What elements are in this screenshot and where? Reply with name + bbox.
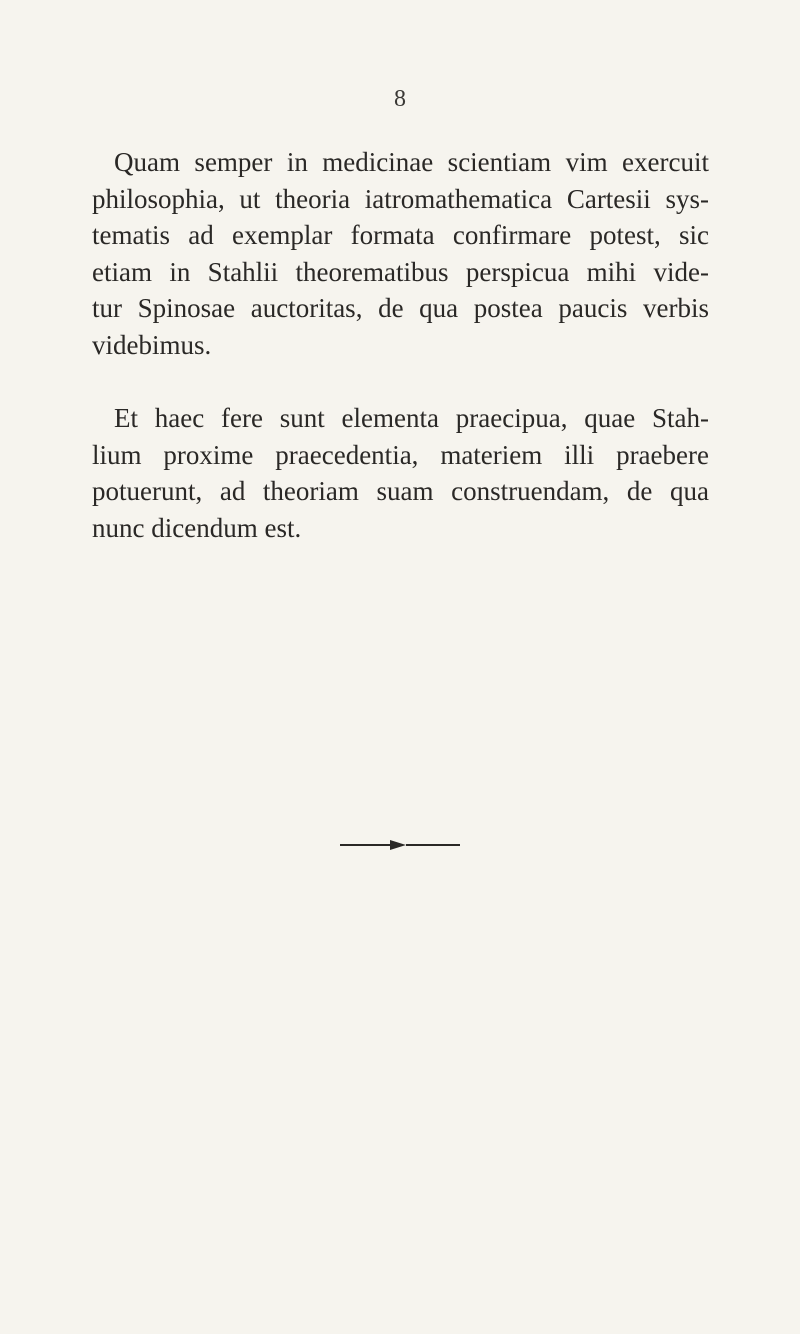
- text-line: potuerunt, ad theoriam suam construendam, de qua: [92, 476, 709, 506]
- text-line: nunc dicendum est.: [92, 512, 302, 543]
- text-line: Et haec fere sunt elementa praecipua, quae Stah-: [114, 403, 709, 433]
- text-line: videbimus.: [92, 329, 212, 360]
- ornament-rule-right: [406, 844, 460, 846]
- text-line: philosophia, ut theoria iatromathematica Cartesii sys-: [92, 183, 709, 214]
- paragraph-1: [92, 144, 709, 363]
- text-line: lium proxime praecedentia, materiem illi praebere: [92, 439, 709, 470]
- text-line: etiam in Stahlii theorematibus perspicua mihi vide-: [92, 256, 709, 287]
- text-line: Quam semper in medicinae scientiam vim exercuit: [114, 147, 709, 177]
- ornament-arrow: [390, 840, 406, 850]
- ornament-rule-left: [340, 844, 392, 846]
- page-number: 8: [394, 86, 406, 112]
- fleuron-rule-icon: [340, 840, 460, 850]
- text-line: tur Spinosae auctoritas, de qua postea paucis verbis: [92, 293, 709, 323]
- text-line: tematis ad exemplar formata confirmare potest, sic: [92, 220, 709, 250]
- paragraph-2: [92, 400, 709, 546]
